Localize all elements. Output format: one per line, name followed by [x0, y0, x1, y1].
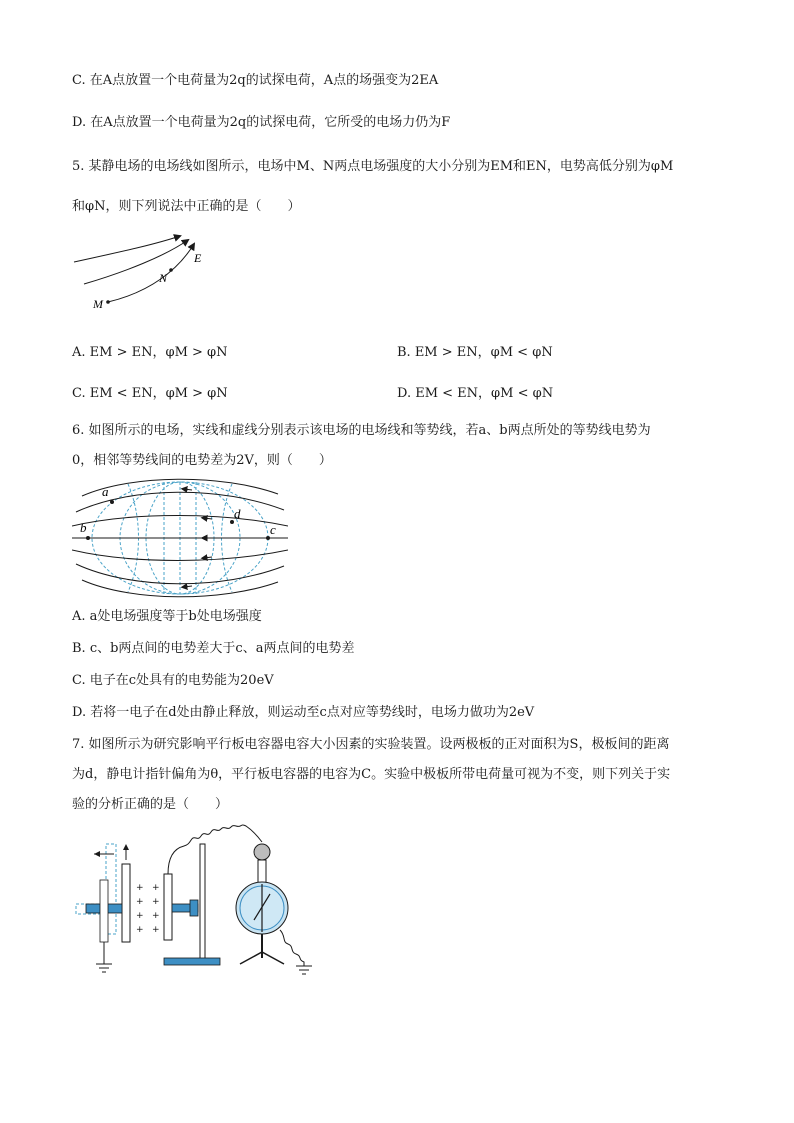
- q6-stem-line1: 6. 如图所示的电场，实线和虚线分别表示该电场的电场线和等势线，若a、b两点所处的等势线电势为: [72, 423, 651, 438]
- point-n: [169, 268, 173, 272]
- svg-text:+: +: [136, 897, 144, 907]
- label-m: M: [93, 297, 103, 311]
- point-a: [110, 500, 114, 504]
- q7-stem-line3: 验的分析正确的是（ ）: [72, 797, 229, 812]
- svg-text:+: +: [136, 925, 144, 935]
- connecting-wire: [168, 825, 262, 874]
- label-n: N: [159, 271, 168, 285]
- q5-stem-line1: 5. 某静电场的电场线如图所示，电场中M、N两点电场强度的大小分别为EM和EN，电势高低分别为φM: [72, 159, 674, 174]
- field-line-2: [84, 240, 188, 284]
- movable-plate-assembly: [76, 844, 130, 972]
- label-d: d: [234, 506, 241, 521]
- label-a: a: [102, 484, 109, 499]
- electrometer: [236, 844, 312, 974]
- q7-stem-line2: 为d，静电计指针偏角为θ，平行板电容器的电容为C。实验中极板所带电荷量可视为不变，则下列关于实: [72, 767, 671, 782]
- q5-option-c: C. EM < EN，φM > φN: [72, 386, 228, 401]
- plus-charges: [136, 883, 160, 935]
- point-m: [106, 300, 110, 304]
- q6-option-c: C. 电子在c处具有的电势能为20eV: [72, 673, 274, 688]
- q5-option-b: B. EM > EN，φM < φN: [397, 345, 553, 360]
- point-b: [86, 536, 90, 540]
- q5-stem-line2: 和φN，则下列说法中正确的是（ ）: [72, 199, 301, 214]
- q5-option-d: D. EM < EN，φM < φN: [397, 386, 554, 401]
- svg-text:+: +: [152, 925, 160, 935]
- svg-text:+: +: [136, 883, 144, 893]
- field-line-3: [108, 244, 194, 302]
- q7-capacitor-apparatus-figure: [72, 824, 322, 980]
- q5-option-a: A. EM > EN，φM > φN: [72, 345, 228, 360]
- svg-text:+: +: [152, 897, 160, 907]
- svg-text:+: +: [152, 911, 160, 921]
- q6-option-a: A. a处电场强度等于b处电场强度: [72, 609, 262, 624]
- field-line-1: [74, 236, 180, 262]
- label-c: c: [270, 522, 276, 537]
- fixed-plate-stand: [164, 844, 220, 965]
- q7-stem-line1: 7. 如图所示为研究影响平行板电容器电容大小因素的实验装置。设两极板的正对面积为S，极板间的距离: [72, 737, 670, 752]
- svg-text:+: +: [136, 911, 144, 921]
- q6-field-equipotential-figure: [72, 476, 288, 598]
- q6-option-b: B. c、b两点间的电势差大于c、a两点间的电势差: [72, 641, 355, 656]
- q6-stem-line2: 0，相邻等势线间的电势差为2V，则（ ）: [72, 453, 332, 468]
- q4-option-d: D. 在A点放置一个电荷量为2q的试探电荷，它所受的电场力仍为F: [72, 115, 451, 130]
- q5-field-line-figure: [70, 232, 220, 316]
- label-b: b: [80, 520, 87, 535]
- q6-option-d: D. 若将一电子在d处由静止释放，则运动至c点对应等势线时，电场力做功为2eV: [72, 705, 535, 720]
- q4-option-c: C. 在A点放置一个电荷量为2q的试探电荷，A点的场强变为2EA: [72, 73, 439, 88]
- svg-text:+: +: [152, 883, 160, 893]
- label-e: E: [194, 251, 202, 265]
